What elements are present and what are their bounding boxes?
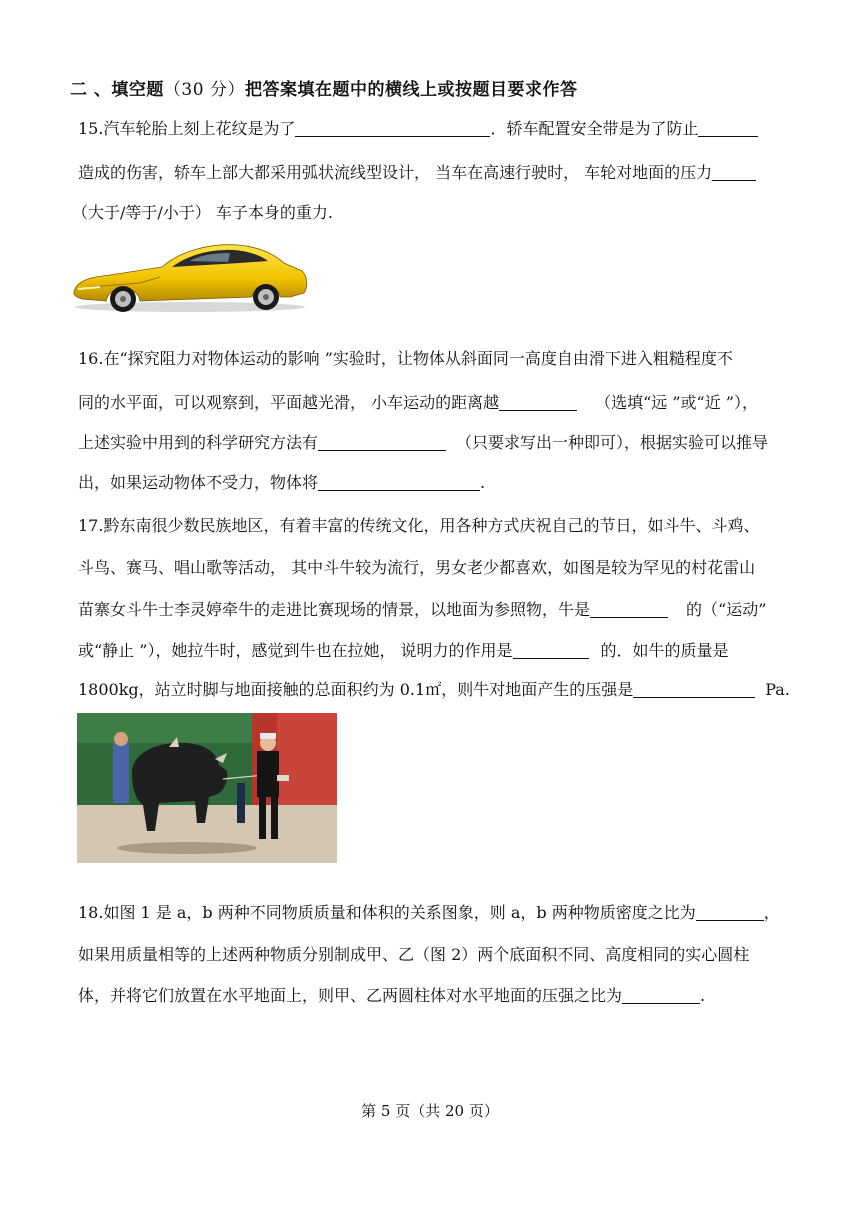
- q18-line-2: [78, 942, 749, 965]
- answer-blank[interactable]: [622, 987, 700, 1004]
- q17-line-2: [78, 555, 755, 578]
- q18-line-3: [78, 983, 705, 1006]
- q16-line-2: [78, 390, 758, 413]
- q17-text: 1800kg，站立时脚与地面接触的总面积约为 0.1㎡，则牛对地面产生的压强是: [78, 680, 634, 699]
- q17-text: 斗鸟、赛马、唱山歌等活动， 其中斗牛较为流行，男女老少都喜欢，如图是较为罕见的村花雷山: [78, 558, 756, 577]
- q15-line-3: [72, 200, 333, 223]
- q16-text: .: [480, 473, 486, 492]
- q16-text: （选填“远 ”或“近 ”），: [595, 393, 758, 412]
- answer-blank[interactable]: [318, 474, 480, 491]
- q16-text: （只要求写出一种即可），根据实验可以推导: [456, 433, 769, 452]
- q17-text: 17.黔东南很少数民族地区，有着丰富的传统文化，用各种方式庆祝自己的节日，如斗牛、斗鸡、: [78, 516, 760, 535]
- car-illustration: [70, 237, 310, 313]
- page-footer: 第 5 页（共 20 页）: [361, 1102, 499, 1120]
- section-heading-prefix: 二 、填空题: [70, 80, 164, 100]
- q17-text: 苗寨女斗牛士李灵婷牵牛的走进比赛现场的情景，以地面为参照物，牛是: [78, 600, 591, 619]
- sports-car-image: [70, 237, 310, 313]
- section-score: （30 分）: [163, 80, 245, 100]
- woman-leading-bull-image: [77, 713, 337, 863]
- q15-line-1: [78, 116, 758, 139]
- q17-text: Pa.: [765, 680, 790, 699]
- q18-text: 体，并将它们放置在水平地面上，则甲、乙两圆柱体对水平地面的压强之比为: [78, 986, 623, 1005]
- q16-text: 16.在“探究阻力对物体运动的影响 ”实验时，让物体从斜面同一高度自由滑下进入粗糙程度不: [78, 349, 733, 368]
- q17-line-4: [78, 638, 729, 661]
- section-heading-instruction: 把答案填在题中的横线上或按题目要求作答: [244, 80, 578, 100]
- answer-blank[interactable]: [712, 164, 756, 181]
- q17-text: 的．如牛的质量是: [600, 641, 729, 660]
- q18-text: ，: [763, 903, 780, 922]
- answer-blank[interactable]: [513, 642, 589, 659]
- q17-line-3: [78, 597, 766, 620]
- q17-line-1: [78, 513, 759, 536]
- q17-text: 的（“运动”: [686, 600, 767, 619]
- q18-text: .: [700, 986, 706, 1005]
- q17-text: 或“静止 ”），她拉牛时，感觉到牛也在拉她， 说明力的作用是: [78, 641, 513, 660]
- answer-blank[interactable]: [295, 120, 490, 137]
- q17-line-5: [78, 677, 790, 700]
- q16-text: 上述实验中用到的科学研究方法有: [78, 433, 319, 452]
- answer-blank[interactable]: [696, 904, 764, 921]
- q16-line-1: [78, 346, 733, 369]
- q15-text: 造成的伤害，轿车上部大都采用弧状流线型设计， 当车在高速行驶时， 车轮对地面的压力: [78, 163, 713, 182]
- q15-text: ．轿车配置安全带是为了防止: [490, 119, 699, 138]
- section-heading: [70, 75, 577, 100]
- q16-line-3: [78, 430, 768, 453]
- q16-line-4: [78, 470, 485, 493]
- q15-line-2: [78, 160, 756, 183]
- answer-blank[interactable]: [318, 434, 446, 451]
- q18-line-1: [78, 900, 780, 923]
- q15-text: 15.汽车轮胎上刻上花纹是为了: [78, 119, 296, 138]
- q18-text: 18.如图 1 是 a，b 两种不同物质质量和体积的关系图象，则 a，b 两种物质密度之比为: [78, 903, 696, 922]
- q15-text: （大于/等于/小于） 车子本身的重力.: [72, 203, 333, 222]
- answer-blank[interactable]: [590, 601, 668, 618]
- bullfight-photo: [77, 713, 337, 863]
- q16-text: 出，如果运动物体不受力，物体将: [78, 473, 319, 492]
- answer-blank[interactable]: [499, 394, 577, 411]
- answer-blank[interactable]: [633, 681, 755, 698]
- q18-text: 如果用质量相等的上述两种物质分别制成甲、乙（图 2）两个底面积不同、高度相同的实心圆柱: [78, 945, 750, 964]
- q16-text: 同的水平面，可以观察到，平面越光滑， 小车运动的距离越: [78, 393, 500, 412]
- answer-blank[interactable]: [698, 120, 758, 137]
